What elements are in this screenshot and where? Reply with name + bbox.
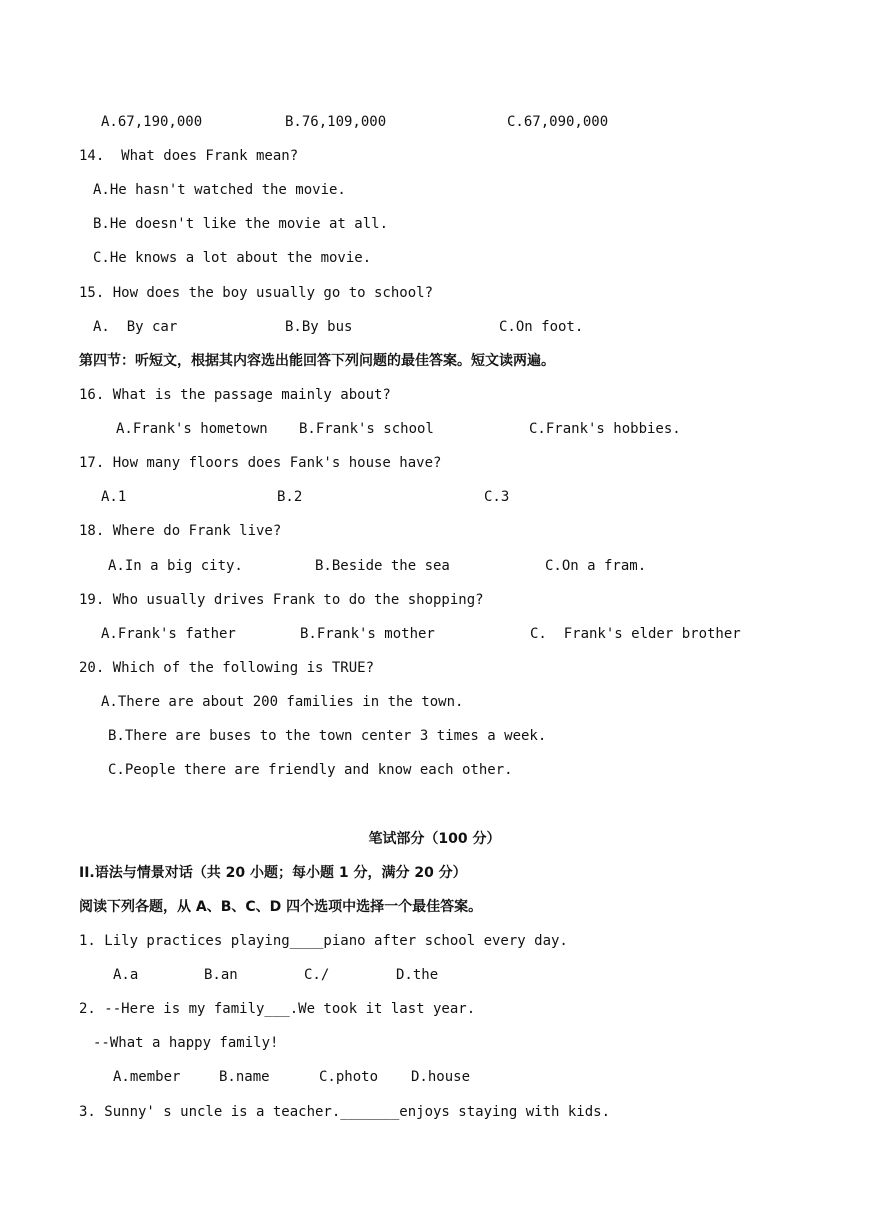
q17-option-a: A.1 xyxy=(101,489,127,505)
q14-option-c: C.He knows a lot about the movie. xyxy=(93,250,372,266)
q19-option-b: B.Frank's mother xyxy=(300,626,435,642)
w2-option-c: C.photo xyxy=(319,1069,379,1085)
w2-option-a: A.member xyxy=(113,1069,181,1085)
q16-option-b: B.Frank's school xyxy=(299,421,434,437)
q14-stem: 14. What does Frank mean? xyxy=(79,148,299,164)
q15-option-b: B.By bus xyxy=(285,319,353,335)
q19-option-c: C. Frank's elder brother xyxy=(530,626,741,642)
q16-stem: 16. What is the passage mainly about? xyxy=(79,387,391,403)
w3-stem: 3. Sunny' s uncle is a teacher._______enjoys staying with kids. xyxy=(79,1104,611,1120)
q13-option-b: B.76,109,000 xyxy=(285,114,387,130)
q20-option-a: A.There are about 200 families in the town. xyxy=(101,694,464,710)
q20-stem: 20. Which of the following is TRUE? xyxy=(79,660,375,676)
q19-stem: 19. Who usually drives Frank to do the shopping? xyxy=(79,592,484,608)
w1-option-b: B.an xyxy=(204,967,238,983)
q17-stem: 17. How many floors does Fank's house have? xyxy=(79,455,442,471)
q16-option-c: C.Frank's hobbies. xyxy=(529,421,681,437)
q20-option-b: B.There are buses to the town center 3 times a week. xyxy=(108,728,547,744)
w1-option-c: C./ xyxy=(304,967,330,983)
q18-option-c: C.On a fram. xyxy=(545,558,647,574)
q14-option-b: B.He doesn't like the movie at all. xyxy=(93,216,389,232)
q20-option-c: C.People there are friendly and know each other. xyxy=(108,762,513,778)
q19-option-a: A.Frank's father xyxy=(101,626,236,642)
w1-option-a: A.a xyxy=(113,967,139,983)
w2-option-b: B.name xyxy=(219,1069,270,1085)
w1-option-d: D.the xyxy=(396,967,439,983)
w2-option-d: D.house xyxy=(411,1069,471,1085)
part2-title: II.语法与情景对话（共 20 小题；每小题 1 分，满分 20 分） xyxy=(79,865,467,881)
q15-option-a: A. By car xyxy=(93,319,178,335)
w2-reply: --What a happy family! xyxy=(93,1035,279,1051)
part2-instruction: 阅读下列各题，从 A、B、C、D 四个选项中选择一个最佳答案。 xyxy=(79,899,483,915)
q13-option-a: A.67,190,000 xyxy=(101,114,203,130)
w2-stem: 2. --Here is my family___.We took it last year. xyxy=(79,1001,476,1017)
q17-option-c: C.3 xyxy=(484,489,510,505)
q13-option-c: C.67,090,000 xyxy=(507,114,609,130)
q15-stem: 15. How does the boy usually go to school? xyxy=(79,285,434,301)
q18-option-b: B.Beside the sea xyxy=(315,558,450,574)
written-section-title: 笔试部分（100 分） xyxy=(368,831,501,847)
q18-stem: 18. Where do Frank live? xyxy=(79,523,282,539)
q16-option-a: A.Frank's hometown xyxy=(116,421,268,437)
q15-option-c: C.On foot. xyxy=(499,319,584,335)
q17-option-b: B.2 xyxy=(277,489,303,505)
q18-option-a: A.In a big city. xyxy=(108,558,243,574)
section4-heading: 第四节：听短文，根据其内容选出能回答下列问题的最佳答案。短文读两遍。 xyxy=(79,353,555,369)
q14-option-a: A.He hasn't watched the movie. xyxy=(93,182,346,198)
w1-stem: 1. Lily practices playing____piano after school every day. xyxy=(79,933,568,949)
